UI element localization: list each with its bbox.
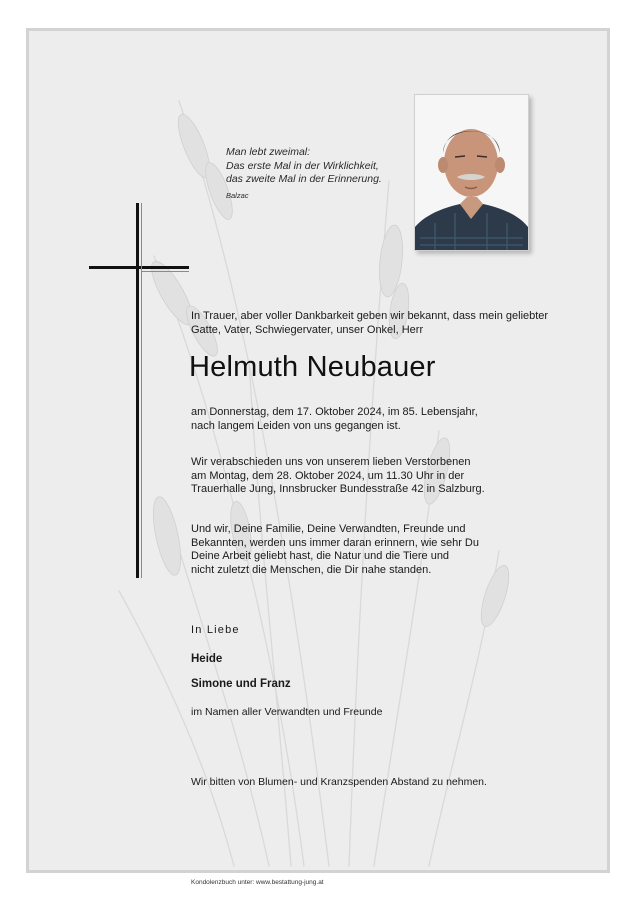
closing-phrase: In Liebe <box>191 624 240 636</box>
deceased-name: Helmuth Neubauer <box>189 351 436 383</box>
paragraph-line: Deine Arbeit geliebt hast, die Natur und die Tiere und <box>191 550 450 563</box>
farewell-service-paragraph <box>191 456 571 497</box>
portrait-illustration <box>415 95 528 250</box>
paragraph-line: Wir verabschieden uns von unserem lieben Verstorbenen <box>191 456 471 468</box>
paragraph-line: am Montag, dem 28. Oktober 2024, um 11.30 Uhr in der <box>191 469 465 482</box>
quote-line: Man lebt zweimal: <box>226 146 311 158</box>
paragraph-line: am Donnerstag, dem 17. Oktober 2024, im 85. Lebensjahr, <box>191 406 478 418</box>
paragraph-line: Bekannten, werden uns immer daran erinnern, wie sehr Du <box>191 536 479 549</box>
death-notice-paragraph <box>191 406 571 433</box>
paragraph-line: Und wir, Deine Familie, Deine Verwandten, Freunde und <box>191 523 466 535</box>
paragraph-line: Trauerhalle Jung, Innsbrucker Bundesstraße 42 in Salzburg. <box>191 483 485 496</box>
remembrance-paragraph <box>191 523 571 577</box>
quote-line: Das erste Mal in der Wirklichkeit, <box>226 159 379 172</box>
condolence-book-link[interactable]: Kondolenzbuch unter: www.bestattung-jung.at <box>191 879 324 886</box>
on-behalf-line: im Namen aller Verwandten und Freunde <box>191 706 383 718</box>
paragraph-line: nach langem Leiden von uns gegangen ist. <box>191 419 401 432</box>
quote-author: Balzac <box>226 190 249 200</box>
obituary-card <box>26 28 610 873</box>
signatory: Heide <box>191 653 223 665</box>
signatory: Simone und Franz <box>191 678 291 690</box>
quote-line: das zweite Mal in der Erinnerung. <box>226 173 382 185</box>
cross-icon <box>89 203 189 578</box>
paragraph-line: nicht zuletzt die Menschen, die Dir nahe standen. <box>191 563 432 576</box>
announcement-intro: In Trauer, aber voller Dankbarkeit geben wir bekannt, dass mein geliebter Gatte, Vater, Schwiegervater, unser Onkel, Herr <box>191 310 549 336</box>
flower-request-note: Wir bitten von Blumen- und Kranzspenden Abstand zu nehmen. <box>191 776 487 788</box>
portrait-photo <box>414 94 529 251</box>
epigraph-quote <box>226 146 382 202</box>
